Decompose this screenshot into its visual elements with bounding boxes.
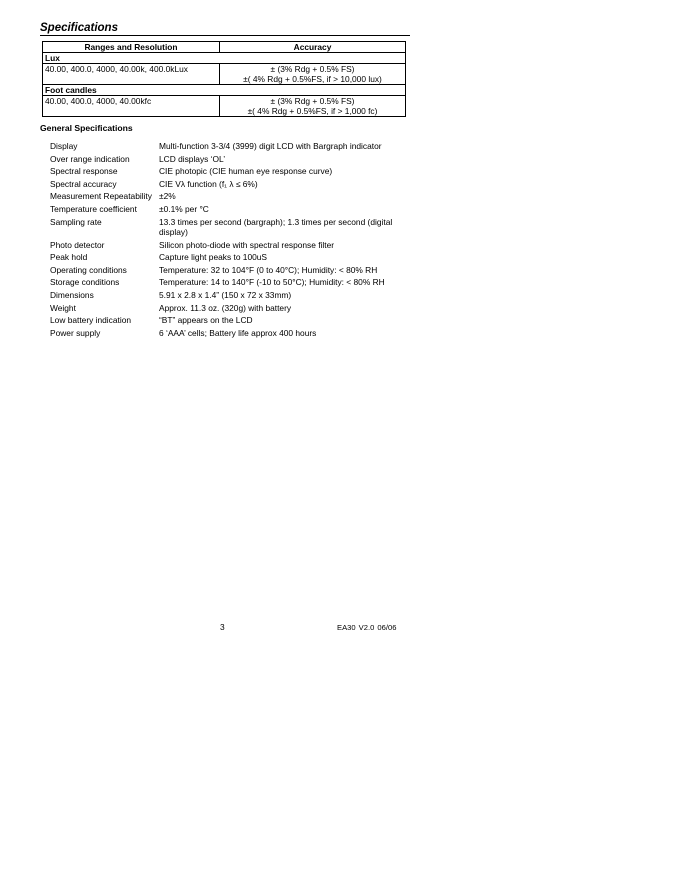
- model-version: EA30 V2.0 06/06: [337, 623, 397, 632]
- spec-value: 6 ‘AAA’ cells; Battery life approx 400 hours: [159, 327, 317, 338]
- accuracy-line: ±( 4% Rdg + 0.5%FS, if > 10,000 lux): [243, 74, 382, 84]
- table-header-row: [43, 42, 406, 53]
- spec-label: Low battery indication: [50, 315, 132, 326]
- range-cell-foot-candles: 40.00, 400.0, 4000, 40.00kfc: [43, 96, 220, 117]
- spec-value: Capture light peaks to 100uS: [159, 252, 268, 263]
- accuracy-line: ±( 4% Rdg + 0.5%FS, if > 1,000 fc): [247, 106, 378, 116]
- spec-label: Measurement Repeatability: [50, 191, 152, 202]
- spec-label: Storage conditions: [50, 277, 120, 288]
- group-row-foot-candles: [43, 85, 406, 96]
- list-item: [50, 252, 412, 263]
- spec-value: CIE Vλ function (f₁ λ ≤ 6%): [159, 178, 258, 189]
- group-row-lux: [43, 53, 406, 64]
- range-cell-lux: 40.00, 400.0, 4000, 40.00k, 400.0kLux: [43, 64, 220, 85]
- list-item: [50, 154, 412, 165]
- spec-label: Weight: [50, 302, 76, 313]
- list-item: [50, 179, 412, 190]
- general-specs-list: [50, 141, 412, 340]
- spec-value: Temperature: 14 to 140°F (-10 to 50°C); Humidity: < 80% RH: [159, 277, 385, 288]
- spec-value: ±2%: [159, 191, 176, 202]
- general-specs-title: General Specifications: [40, 123, 133, 133]
- spec-label: Spectral accuracy: [50, 178, 117, 189]
- list-item: [50, 303, 412, 314]
- spec-label: Display: [50, 141, 78, 151]
- spec-label: Dimensions: [50, 290, 94, 301]
- specifications-table: [42, 41, 406, 117]
- list-item: [50, 204, 412, 215]
- list-item: [50, 141, 412, 152]
- spec-label: Power supply: [50, 327, 101, 338]
- list-item: [50, 240, 412, 251]
- page-number: 3: [220, 622, 225, 632]
- list-item: [50, 315, 412, 326]
- spec-value: LCD displays ‘OL’: [159, 153, 226, 164]
- spec-value: Multi-function 3-3/4 (3999) digit LCD with Bargraph indicator: [159, 141, 382, 151]
- group-label-foot-candles: Foot candles: [43, 85, 406, 96]
- group-label-lux: Lux: [43, 53, 406, 64]
- spec-label: Over range indication: [50, 153, 130, 164]
- accuracy-line: ± (3% Rdg + 0.5% FS): [270, 64, 355, 74]
- spec-value: Silicon photo-diode with spectral response filter: [159, 239, 335, 250]
- spec-label: Photo detector: [50, 239, 105, 250]
- table-row: [43, 96, 406, 117]
- list-item: [50, 290, 412, 301]
- spec-value: “BT” appears on the LCD: [159, 315, 253, 326]
- spec-value: Approx. 11.3 oz. (320g) with battery: [159, 302, 292, 313]
- spec-value: 5.91 x 2.8 x 1.4” (150 x 72 x 33mm): [159, 290, 292, 301]
- spec-value: CIE photopic (CIE human eye response curve): [159, 166, 333, 177]
- accuracy-cell-foot-candles: [220, 96, 406, 117]
- list-item: [50, 328, 412, 339]
- spec-value: Temperature: 32 to 104°F (0 to 40°C); Humidity: < 80% RH: [159, 264, 378, 275]
- spec-value: 13.3 times per second (bargraph); 1.3 times per second (digital display): [159, 216, 393, 238]
- list-item: [50, 217, 412, 238]
- header-ranges: Ranges and Resolution: [43, 42, 220, 53]
- header-accuracy: Accuracy: [220, 42, 406, 53]
- spec-label: Peak hold: [50, 252, 88, 263]
- spec-value: ±0.1% per °C: [159, 203, 209, 214]
- spec-label: Temperature coefficient: [50, 203, 137, 214]
- spec-label: Spectral response: [50, 166, 118, 177]
- list-item: [50, 166, 412, 177]
- table-row: [43, 64, 406, 85]
- list-item: [50, 265, 412, 276]
- list-item: [50, 191, 412, 202]
- spec-label: Sampling rate: [50, 216, 102, 227]
- spec-label: Operating conditions: [50, 264, 127, 275]
- accuracy-line: ± (3% Rdg + 0.5% FS): [270, 96, 355, 106]
- accuracy-cell-lux: [220, 64, 406, 85]
- list-item: [50, 277, 412, 288]
- section-title: Specifications: [40, 22, 410, 36]
